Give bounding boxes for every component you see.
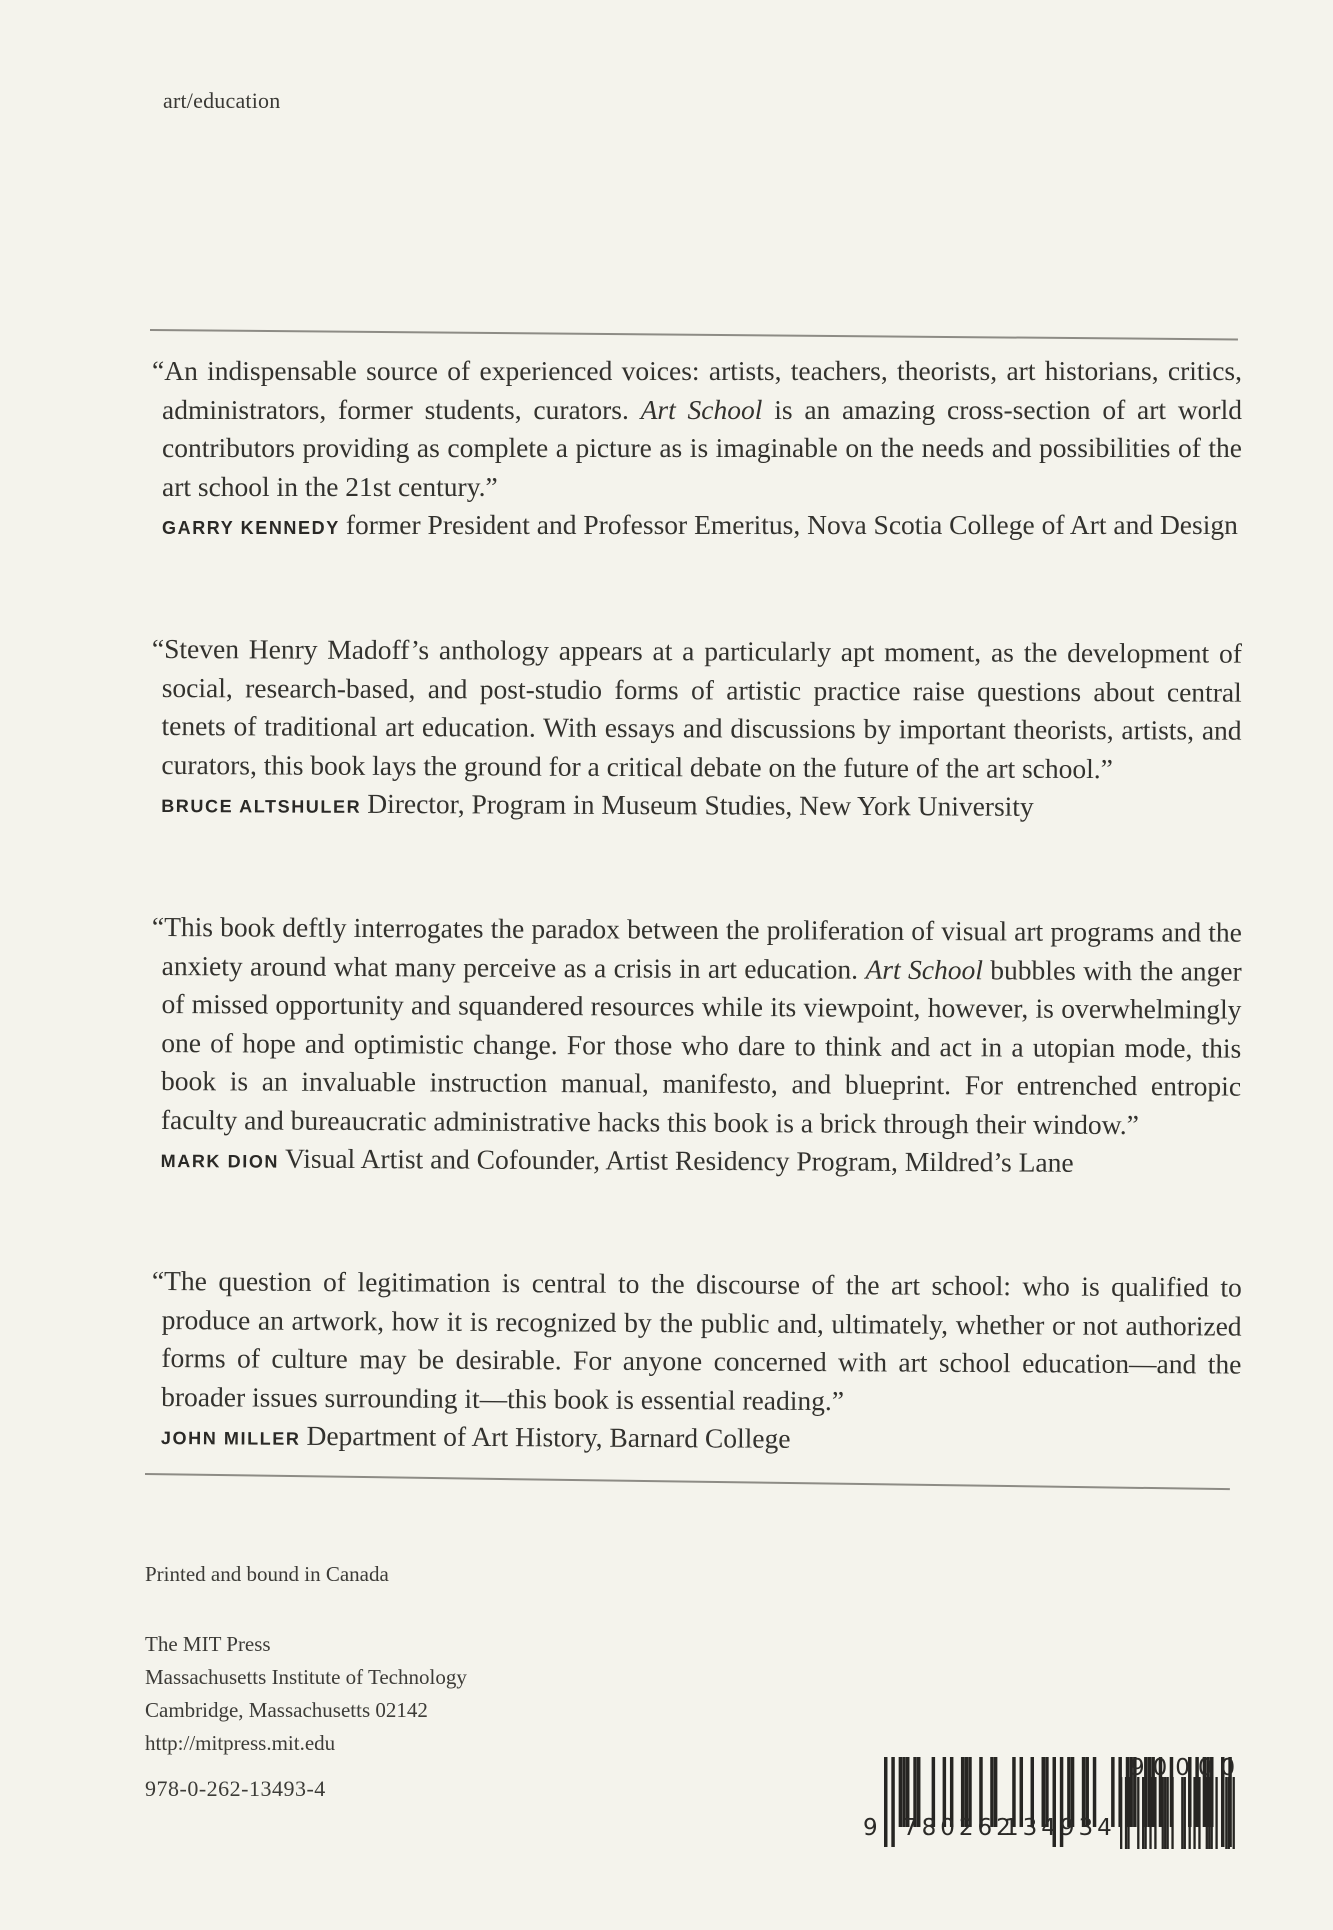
blurb-affiliation: Visual Artist and Cofounder, Artist Residency Program, Mildred’s Lane <box>285 1142 1074 1178</box>
barcode-addon-digits: 90000 <box>1130 1755 1244 1781</box>
publisher-address <box>145 1628 467 1760</box>
book-title: Art School <box>865 953 984 985</box>
addon-bar <box>1166 1777 1168 1849</box>
addon-bar <box>1137 1777 1139 1849</box>
book-title: Art School <box>640 393 763 425</box>
addon-bar <box>1206 1777 1208 1849</box>
publisher-city: Cambridge, Massachusetts 02142 <box>145 1698 428 1722</box>
blurb-text: “The question of legitimation is central to the discourse of the art school: who is qualified to produce an artwork, how it is recognized by the public and, ultimately, whether or not authorized forms of culture may be desirable. For anyone concerned with art school education—and the broader issues surrounding it—this book is essential reading.” <box>151 1264 1242 1416</box>
blurb-author: GARRY KENNEDY <box>162 518 340 538</box>
addon-bar <box>1184 1777 1186 1849</box>
blurb-attribution <box>161 1416 1241 1464</box>
blurb-affiliation: Director, Program in Museum Studies, New York University <box>367 787 1034 822</box>
blurb <box>151 1262 1242 1464</box>
addon-bar <box>1144 1777 1146 1849</box>
barcode-bar <box>884 1757 887 1847</box>
blurb <box>151 630 1242 830</box>
blurb-author: MARK DION <box>160 1150 280 1172</box>
open-quote: “ <box>151 910 165 943</box>
blurb-text: “An indispensable source of experienced voices: artists, teachers, theorists, art historians, critics, administrators, former students, curators. Art School is an amazing cross-section of art world contributors providing as complete a picture as is imaginable on the needs and possibilities of the art school in the 21st century.” <box>152 355 1242 502</box>
addon-bar <box>1164 1777 1166 1849</box>
addon-bar <box>1149 1777 1151 1849</box>
category-label: art/education <box>163 88 281 113</box>
bottom-divider <box>145 1473 1230 1490</box>
addon-bar <box>1228 1777 1230 1849</box>
open-quote: “ <box>151 1264 165 1297</box>
blurb-attribution <box>161 1139 1241 1186</box>
blurb-attribution <box>161 784 1241 830</box>
addon-bar <box>1127 1777 1129 1849</box>
blurb-affiliation: Department of Art History, Barnard College <box>306 1419 791 1454</box>
barcode-right-digits: 134934 <box>1004 1815 1116 1841</box>
publisher-url: http://mitpress.mit.edu <box>145 1731 336 1755</box>
open-quote: “ <box>152 355 165 386</box>
barcode-left-digits: 780262 <box>903 1815 1015 1841</box>
price-addon-barcode <box>1120 1777 1235 1849</box>
blurb-text: “Steven Henry Madoff’s anthology appears at a particularly apt moment, as the development of social, research-based, and post-studio forms of artistic practice raise questions about central tenets of traditional art education. With essays and discussions by important theorists, artists, and curators, this book lays the ground for a critical debate on the future of the art school.” <box>151 632 1242 784</box>
addon-bar <box>1233 1777 1235 1849</box>
addon-bar <box>1154 1777 1156 1849</box>
addon-bar <box>1211 1777 1213 1849</box>
addon-bar <box>1198 1777 1200 1849</box>
blurb <box>152 352 1242 548</box>
blurb-attribution <box>162 506 1242 548</box>
publisher-name: The MIT Press <box>145 1632 271 1656</box>
barcode-bar <box>891 1757 894 1847</box>
addon-bar <box>1120 1777 1122 1849</box>
isbn: 978-0-262-13493-4 <box>145 1776 326 1801</box>
barcode-bar <box>899 1757 902 1827</box>
blurb-text: “This book deftly interrogates the paradox between the proliferation of visual art programs and the anxiety around what many perceive as a crisis in art education. Art School bubbles with the anger of missed opportunity and squandered resources while its viewpoint, however, is overwhelmingly one of hope and optimistic change. For those who dare to think and act in a utopian mode, this book is an invaluable instruction manual, manifesto, and blueprint. For entrenched entropic faculty and bureaucratic administrative hacks this book is a brick through their window.” <box>151 910 1242 1140</box>
top-divider <box>150 329 1238 340</box>
blurb-author: JOHN MILLER <box>160 1427 301 1449</box>
barcode-lead-digit: 9 <box>863 1815 881 1841</box>
addon-bar <box>1225 1777 1227 1849</box>
open-quote: “ <box>151 632 165 665</box>
addon-bar <box>1189 1777 1191 1849</box>
addon-bar <box>1181 1777 1183 1849</box>
addon-bar <box>1125 1777 1127 1849</box>
addon-bar <box>1162 1777 1164 1849</box>
addon-bar <box>1193 1777 1195 1849</box>
blurb <box>151 908 1242 1186</box>
addon-bar <box>1142 1777 1144 1849</box>
blurb-affiliation: former President and Professor Emeritus, Nova Scotia College of Art and Design <box>345 509 1238 540</box>
printed-in: Printed and bound in Canada <box>145 1562 389 1586</box>
addon-bar <box>1171 1777 1173 1849</box>
blurb-author: BRUCE ALTSHULER <box>161 795 362 817</box>
addon-bar <box>1208 1777 1210 1849</box>
addon-bar <box>1215 1777 1217 1849</box>
publisher-institution: Massachusetts Institute of Technology <box>145 1665 467 1689</box>
